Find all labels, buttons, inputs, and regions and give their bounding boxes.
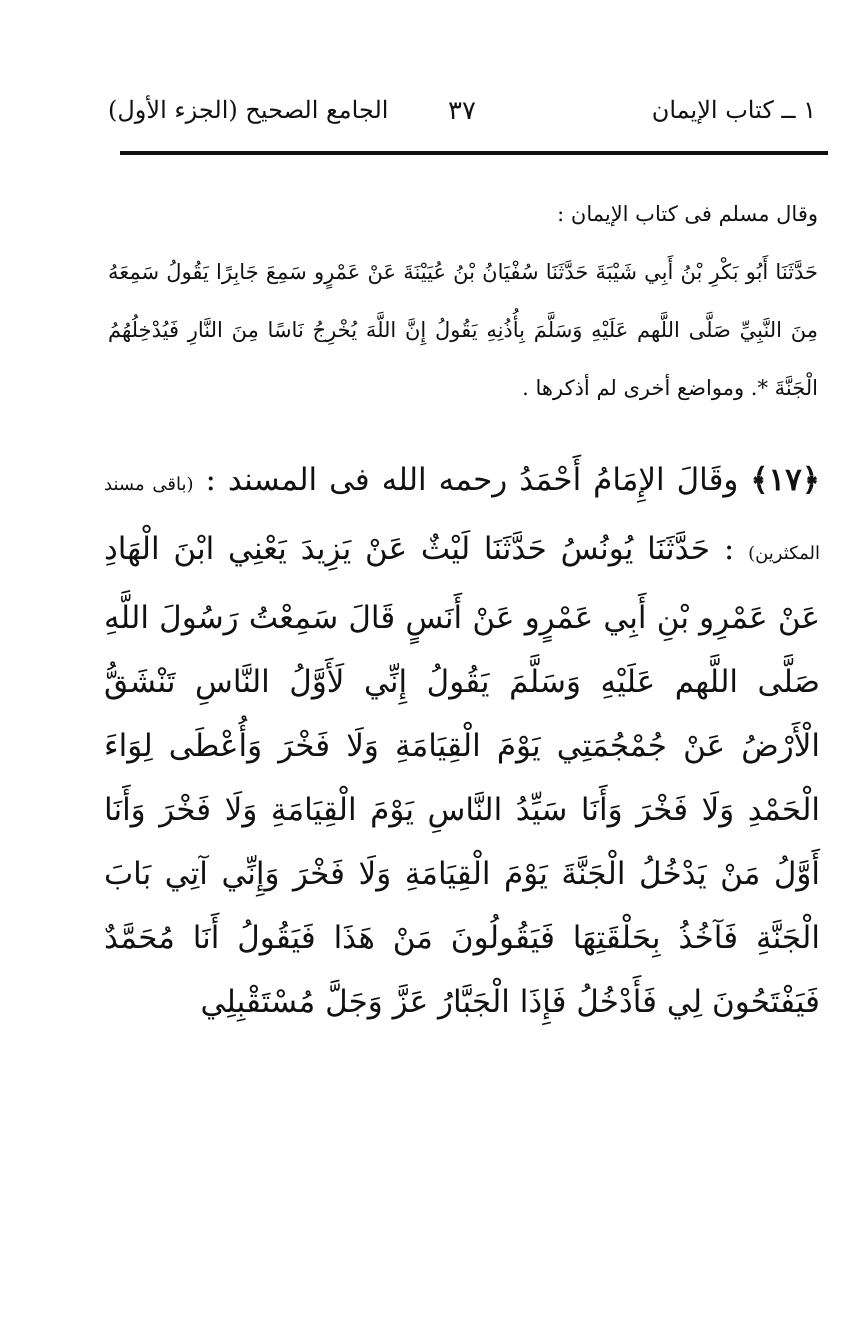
chapter-title: ١ ــ كتاب الإيمان (651, 96, 816, 124)
hadith-text: : حَدَّثَنَا يُونُسُ حَدَّثَنَا لَيْثٌ عَنْ يَزِيدَ يَعْنِي ابْنَ الْهَادِ عَنْ عَمْرِو بْنِ أَبِي عَمْرٍو عَنْ أَنَسٍ قَالَ سَمِعْتُ رَسُولَ اللَّهِ صَلَّى اللَّهم عَلَيْهِ وَسَلَّمَ يَقُولُ إِنِّي لَأَوَّلُ النَّاسِ تَنْشَقُّ الْأَرْضُ عَنْ جُمْجُمَتِي يَوْمَ الْقِيَامَةِ وَلَا فَخْرَ وَأُعْطَى لِوَاءَ الْحَمْدِ وَلَا فَخْرَ وَأَنَا سَيِّدُ النَّاسِ يَوْمَ الْقِيَامَةِ وَلَا فَخْرَ وَأَنَا أَوَّلُ مَنْ يَدْخُلُ الْجَنَّةَ يَوْمَ الْقِيَامَةِ وَلَا فَخْرَ وَإِنِّي آتِي بَابَ الْجَنَّةِ فَآخُذُ بِحَلْقَتِهَا فَيَقُولُونَ مَنْ هَذَا فَيَقُولُ أَنَا مُحَمَّدٌ فَيَفْتَحُونَ لِي فَأَدْخُلُ فَإِذَا الْجَبَّارُ عَزَّ وَجَلَّ مُسْتَقْبِلِي (104, 531, 820, 1020)
hadith-paragraph (104, 448, 820, 1034)
intro-heading: وقال مسلم فى كتاب الإيمان : (557, 202, 818, 226)
hadith-reference: (باقى مسند المكثرين) (104, 474, 820, 564)
page-header (108, 96, 816, 140)
hadith-opening: وقَالَ الإِمَامُ أَحْمَدُ رحمه الله فى المسند : (205, 462, 739, 498)
book-title: الجامع الصحيح (الجزء الأول) (108, 96, 389, 124)
hadith-number: ﴿١٧﴾ (750, 462, 820, 498)
page-number: ٣٧ (448, 96, 476, 126)
intro-block (108, 185, 818, 417)
header-rule (120, 151, 828, 155)
intro-paragraph: حَدَّثَنَا أَبُو بَكْرِ بْنُ أَبِي شَيْبَةَ حَدَّثَنَا سُفْيَانُ بْنُ عُيَيْنَةَ عَنْ عَمْرٍو سَمِعَ جَابِرًا يَقُولُ سَمِعَهُ مِنَ النَّبِيِّ صَلَّى اللَّهم عَلَيْهِ وَسَلَّمَ بِأُذُنِهِ يَقُولُ إِنَّ اللَّهَ يُخْرِجُ نَاسًا مِنَ النَّارِ فَيُدْخِلُهُمُ الْجَنَّةَ *. ومواضع أخرى لم أذكرها . (108, 260, 818, 400)
hadith-block (104, 448, 820, 1034)
